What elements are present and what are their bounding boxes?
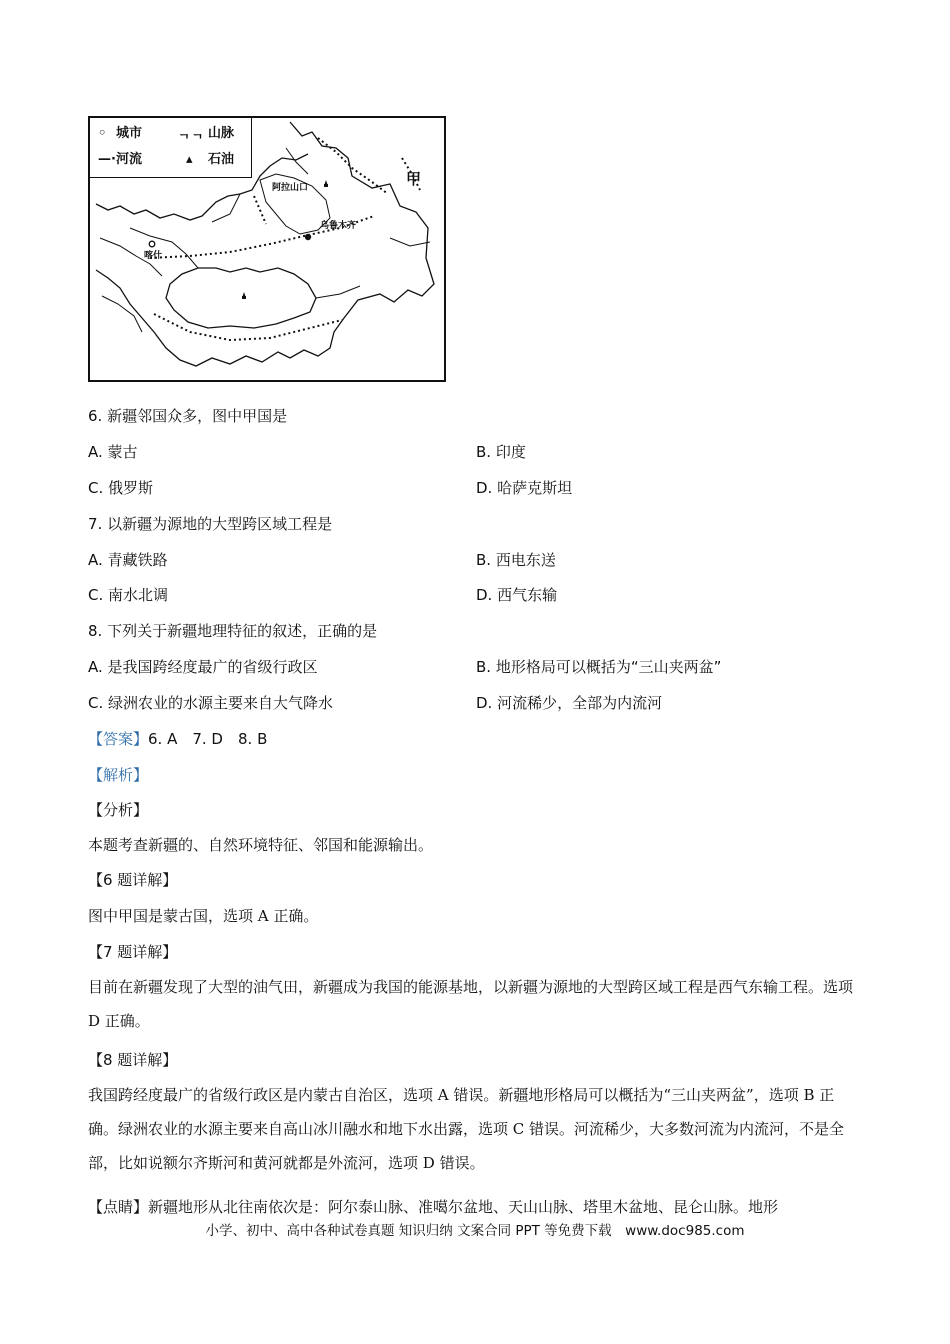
map-legend: [90, 118, 252, 178]
answer-line: [88, 729, 267, 749]
q8-option-a: A. 是我国跨经度最广的省级行政区: [88, 658, 318, 676]
legend-city-icon: ◦: [98, 126, 107, 141]
legend-city-label: 城市: [116, 126, 143, 141]
q6-option-d: D. 哈萨克斯坦: [476, 479, 573, 497]
q7-stem: 7. 以新疆为源地的大型跨区域工程是: [88, 515, 333, 533]
q7-detail-text: 目前在新疆发现了大型的油气田，新疆成为我国的能源基地，以新疆为源地的大型跨区域工程是西气东输工程。选项 D 正确。: [88, 978, 854, 1030]
map-label-alashankou: 阿拉山口: [272, 183, 309, 193]
xinjiang-map: [88, 116, 446, 382]
q8-detail-text: 我国跨经度最广的省级行政区是内蒙古自治区，选项 A 错误。新疆地形格局可以概括为“三山夹两盆”，选项 B 正确。绿洲农业的水源主要来自高山冰川融水和地下水出露，选项 C 错误。河流稀少，大多数河流为内流河，不是全部，比如说额尔齐斯河和黄河就都是外流河，选项 D 错误。: [88, 1086, 845, 1172]
q6-detail-heading: 【6 题详解】: [88, 871, 178, 889]
q8-stem: 8. 下列关于新疆地理特征的叙述，正确的是: [88, 622, 378, 640]
map-label-kashgar: 喀什: [144, 251, 163, 261]
q8-option-c: C. 绿洲农业的水源主要来自大气降水: [88, 694, 334, 712]
fenxi-heading: 【分析】: [88, 801, 149, 819]
q6-option-c: C. 俄罗斯: [88, 479, 154, 497]
q6-option-a: A. 蒙古: [88, 443, 138, 461]
q6-stem: 6. 新疆邻国众多，图中甲国是: [88, 407, 288, 425]
q7-option-d: D. 西气东输: [476, 586, 558, 604]
q7-option-a: A. 青藏铁路: [88, 551, 168, 569]
answer-label: 【答案】: [88, 730, 149, 748]
legend-mountain-icon: ᆨᆨ: [178, 126, 206, 141]
legend-river-icon: —·: [98, 152, 116, 167]
q7-option-b: B. 西电东送: [476, 551, 556, 569]
page-footer: 小学、初中、高中各种试卷真题 知识归纳 文案合同 PPT 等免费下载 www.doc985.com: [205, 1223, 745, 1239]
q6-detail-text: 图中甲国是蒙古国，选项 A 正确。: [88, 907, 319, 925]
legend-river-label: 河流: [116, 152, 143, 167]
fenxi-text: 本题考查新疆的、自然环境特征、邻国和能源输出。: [88, 836, 434, 854]
map-label-jia: 甲: [406, 170, 422, 188]
legend-oil-icon: ▴: [186, 152, 193, 167]
q8-option-b: B. 地形格局可以概括为“三山夹两盆”: [476, 658, 722, 676]
q8-detail-heading: 【8 题详解】: [88, 1051, 178, 1069]
legend-oil-label: 石油: [208, 152, 235, 167]
q7-detail-heading: 【7 题详解】: [88, 943, 178, 961]
q7-option-c: C. 南水北调: [88, 586, 169, 604]
dianjing-text: 【点睛】新疆地形从北往南依次是：阿尔泰山脉、准噶尔盆地、天山山脉、塔里木盆地、昆仑山脉。地形: [88, 1198, 779, 1216]
q8-option-d: D. 河流稀少，全部为内流河: [476, 694, 663, 712]
jiexi-heading: 【解析】: [88, 766, 149, 784]
q6-option-b: B. 印度: [476, 443, 526, 461]
answer-text: 6. A 7. D 8. B: [148, 730, 268, 748]
legend-mountain-label: 山脉: [208, 126, 235, 141]
map-label-urumqi: 乌鲁木齐: [320, 221, 357, 231]
